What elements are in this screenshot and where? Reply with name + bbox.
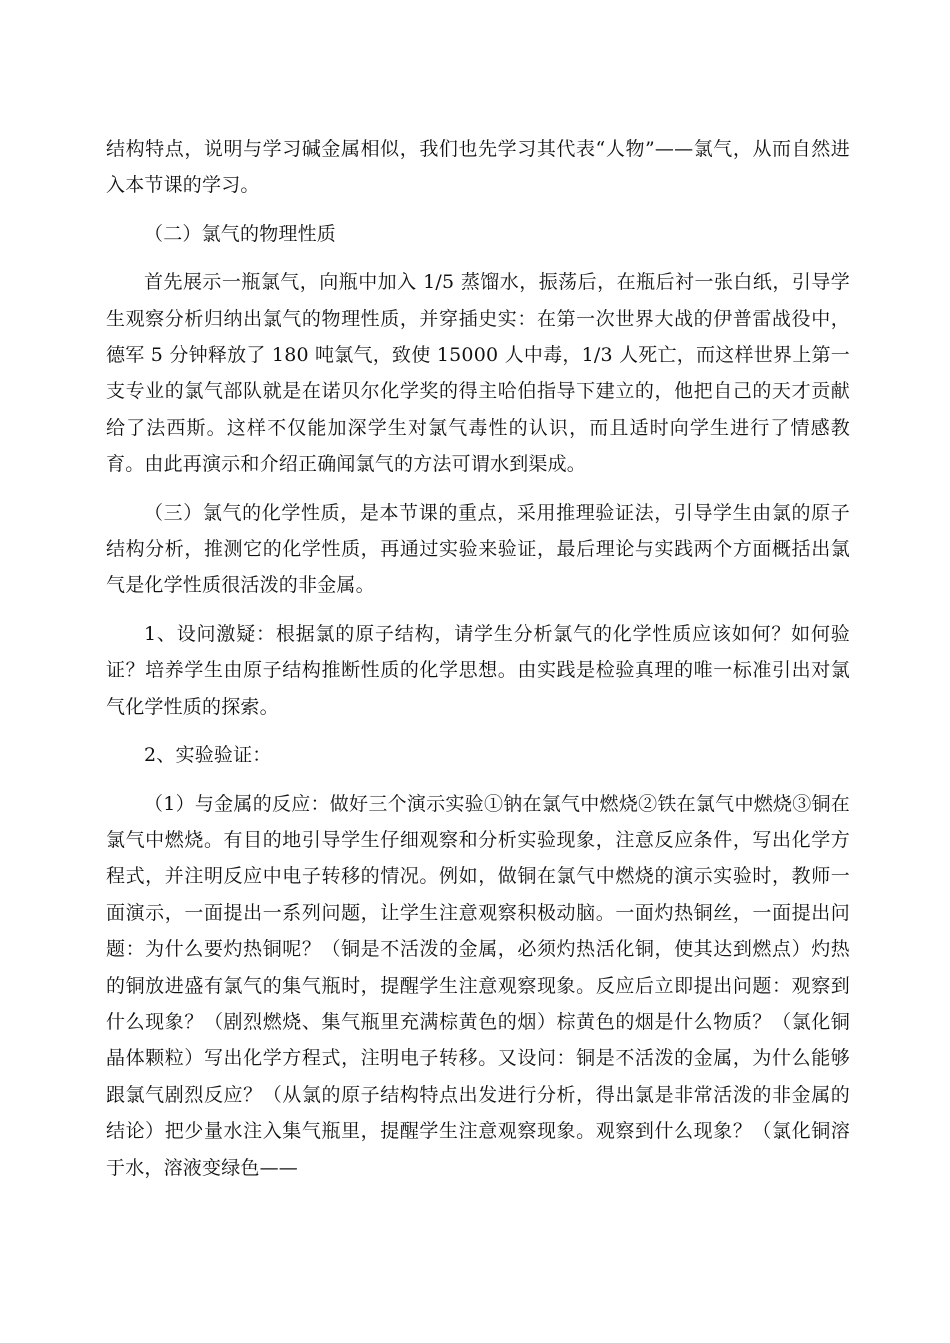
paragraph-metal-reactions: （1）与金属的反应：做好三个演示实验①钠在氯气中燃烧②铁在氯气中燃烧③铜在氯气中燃烧。有目的地引导学生仔细观察和分析实验现象，注意反应条件，写出化学方程式，并注明反应中电子转移的情况。例如，做铜在氯气中燃烧的演示实验时，教师一面演示，一面提出一系列问题，让学生注意观察积极动脑。一面灼热铜丝，一面提出问题：为什么要灼热铜呢？（铜是不活泼的金属，必须灼热活化铜，使其达到燃点）灼热的铜放进盛有氯气的集气瓶时，提醒学生注意观察现象。反应后立即提出问题：观察到什么现象？（剧烈燃烧、集气瓶里充满棕黄色的烟）棕黄色的烟是什么物质？（氯化铜晶体颗粒）写出化学方程式，注明电子转移。又设问：铜是不活泼的金属，为什么能够跟氯气剧烈反应？（从氯的原子结构特点出发进行分析，得出氯是非常活泼的非金属的结论）把少量水注入集气瓶里，提醒学生注意观察现象。观察到什么现象？（氯化铜溶于水，溶液变绿色—— <box>106 792 850 1179</box>
document-body <box>106 131 850 1186</box>
paragraph-question-setup: 1、设问激疑：根据氯的原子结构，请学生分析氯气的化学性质应该如何？如何验证？培养学生由原子结构推断性质的化学思想。由实践是检验真理的唯一标准引出对氯气化学性质的探索。 <box>106 622 850 718</box>
paragraph-chemical-properties: （三）氯气的化学性质，是本节课的重点，采用推理验证法，引导学生由氯的原子结构分析，推测它的化学性质，再通过实验来验证，最后理论与实践两个方面概括出氯气是化学性质很活泼的非金属。 <box>106 501 850 597</box>
paragraph-physical-properties: 首先展示一瓶氯气，向瓶中加入 1/5 蒸馏水，振荡后，在瓶后衬一张白纸，引导学生观察分析归纳出氯气的物理性质，并穿插史实：在第一次世界大战的伊普雷战役中，德军 5 分钟释放了 180 吨氯气，致使 15000 人中毒，1/3 人死亡，而这样世界上第一支专业的氯气部队就是在诺贝尔化学奖的得主哈伯指导下建立的，他把自己的天才贡献给了法西斯。这样不仅能加深学生对氯气毒性的认识，而且适时向学生进行了情感教育。由此再演示和介绍正确闻氯气的方法可谓水到渠成。 <box>106 271 850 476</box>
paragraph-intro-continuation: 结构特点，说明与学习碱金属相似，我们也先学习其代表“人物”——氯气，从而自然进入本节课的学习。 <box>106 138 850 197</box>
subheading-experiment-verification: 2、实验验证： <box>144 744 272 767</box>
section-heading-physical-properties: （二）氯气的物理性质 <box>144 222 337 245</box>
